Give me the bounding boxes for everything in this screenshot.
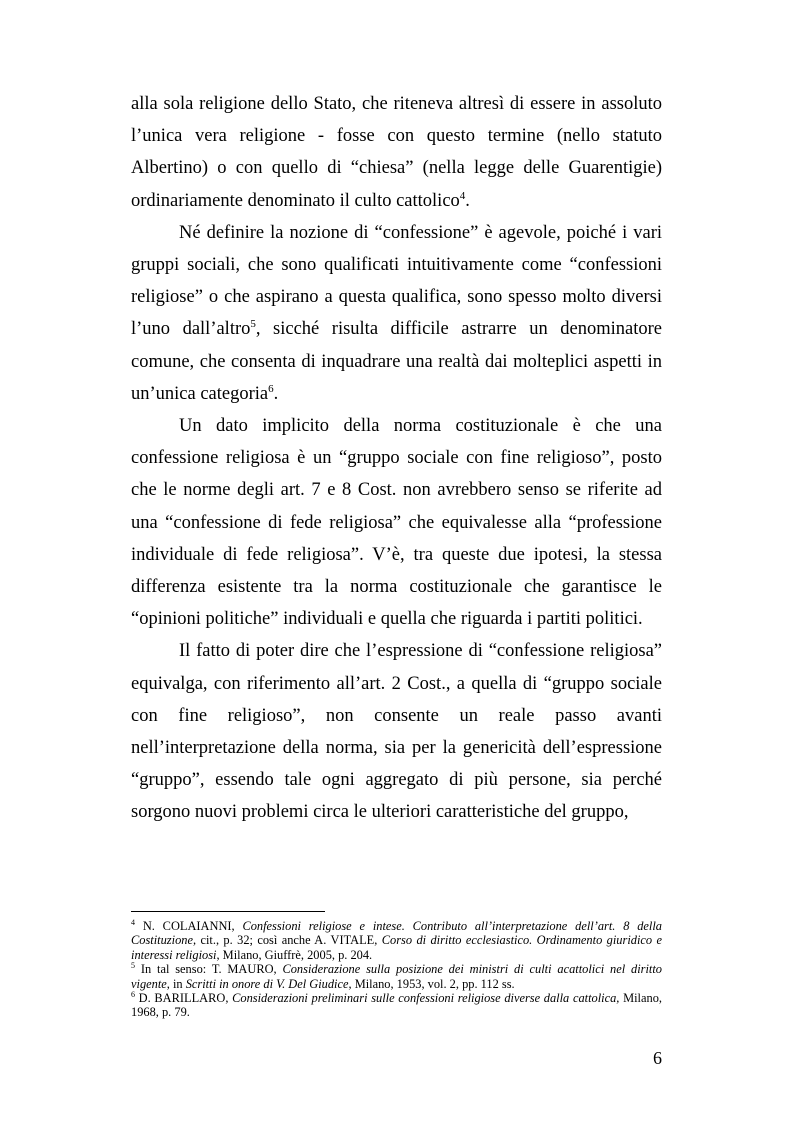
footnote-separator [131,911,325,912]
footnote-4 [131,919,662,962]
paragraph-2 [131,217,662,410]
footnote-5 [131,962,662,991]
paragraph-3: Un dato implicito della norma costituzionale è che una confessione religiosa è un “gruppo sociale con fine religioso”, posto che le norme degli art. 7 e 8 Cost. non avrebbero senso se riferite ad una “confessione di fede religiosa” che equivalesse alla “professione individuale di fede religiosa”. V’è, tra queste due ipotesi, la stessa differenza esistente tra la norma costituzionale che garantisce le “opinioni politiche” individuali e quella che riguarda i partiti politici. [131,416,662,630]
footnote-title: Scritti in onore di V. Del Giudice, [185,976,352,991]
footnote-text: D. BARILLARO, [135,991,233,1006]
paragraph-1-end: . [465,190,470,211]
footnote-ref-4[interactable]: 4 [459,189,466,202]
paragraph-1 [131,88,662,217]
footnote-text: , in [166,976,186,991]
page-number: 6 [653,1048,662,1068]
footnote-title: Considerazioni preliminari sulle confessioni religiose diverse dalla cattolica, [232,991,620,1006]
paragraph-1-text: alla sola religione dello Stato, che riteneva altresì di essere in assoluto l’unica vera religione - fosse con questo termine (nello statuto Albertino) o con quello di “chiesa” (nella legge delle Guarentigie) ordinariamente denominato il culto cattolico [131,94,662,211]
footnote-number: 4 [131,917,135,927]
footnote-text: , Milano, Giuffrè, 2005, p. 204. [216,947,373,962]
footnotes [131,919,662,1020]
footnote-ref-6[interactable]: 6 [268,382,274,395]
footnote-title: Considerazione sulla posizione dei ministri di culti acattolici nel diritto vigente [131,962,662,991]
footnote-number: 5 [131,961,135,971]
footnote-text: cit., p. 32; così anche A. VITALE, [196,933,382,948]
footnote-text: N. COLAIANNI, [135,919,243,933]
footnote-text: Milano, 1968, p. 79. [131,991,662,1020]
footnote-title: Confessioni religiose e intese. Contributo all’interpretazione dell’art. 8 della Costituzione, [131,919,663,948]
footnote-6 [131,991,662,1020]
body-text [131,88,662,829]
footnote-text: Milano, 1953, vol. 2, pp. 112 ss. [351,976,515,991]
footnote-ref-5[interactable]: 5 [250,318,256,331]
footnote-text: In tal senso: T. MAURO, [135,962,283,977]
footnote-title: Corso di diritto ecclesiastico. Ordinamento giuridico e interessi religiosi [131,933,662,962]
paragraph-2-end: . [273,383,279,404]
footnote-number: 6 [131,989,135,999]
paragraph-4: Il fatto di poter dire che l’espressione di “confessione religiosa” equivalga, con riferimento all’art. 2 Cost., a quella di “gruppo sociale con fine religioso”, non consente un reale passo avanti nell’interpretazione della norma, sia per la genericità dell’espressione “gruppo”, essendo tale ogni aggregato di più persone, sia perché sorgono nuovi problemi circa le ulteriori caratteristiche del gruppo, [131,641,662,823]
paragraph-2-text-b: , sicché risulta difficile astrarre un denominatore comune, che consenta di inquadrare una realtà dai molteplici aspetti in un’unica categoria [131,319,663,404]
paragraph-2-text-a: Né definire la nozione di “confessione” è agevole, poiché i vari gruppi sociali, che sono qualificati intuitivamente come “confessioni religiose” o che aspirano a questa qualifica, sono spesso molto diversi l’uno dall’altro [131,222,662,340]
